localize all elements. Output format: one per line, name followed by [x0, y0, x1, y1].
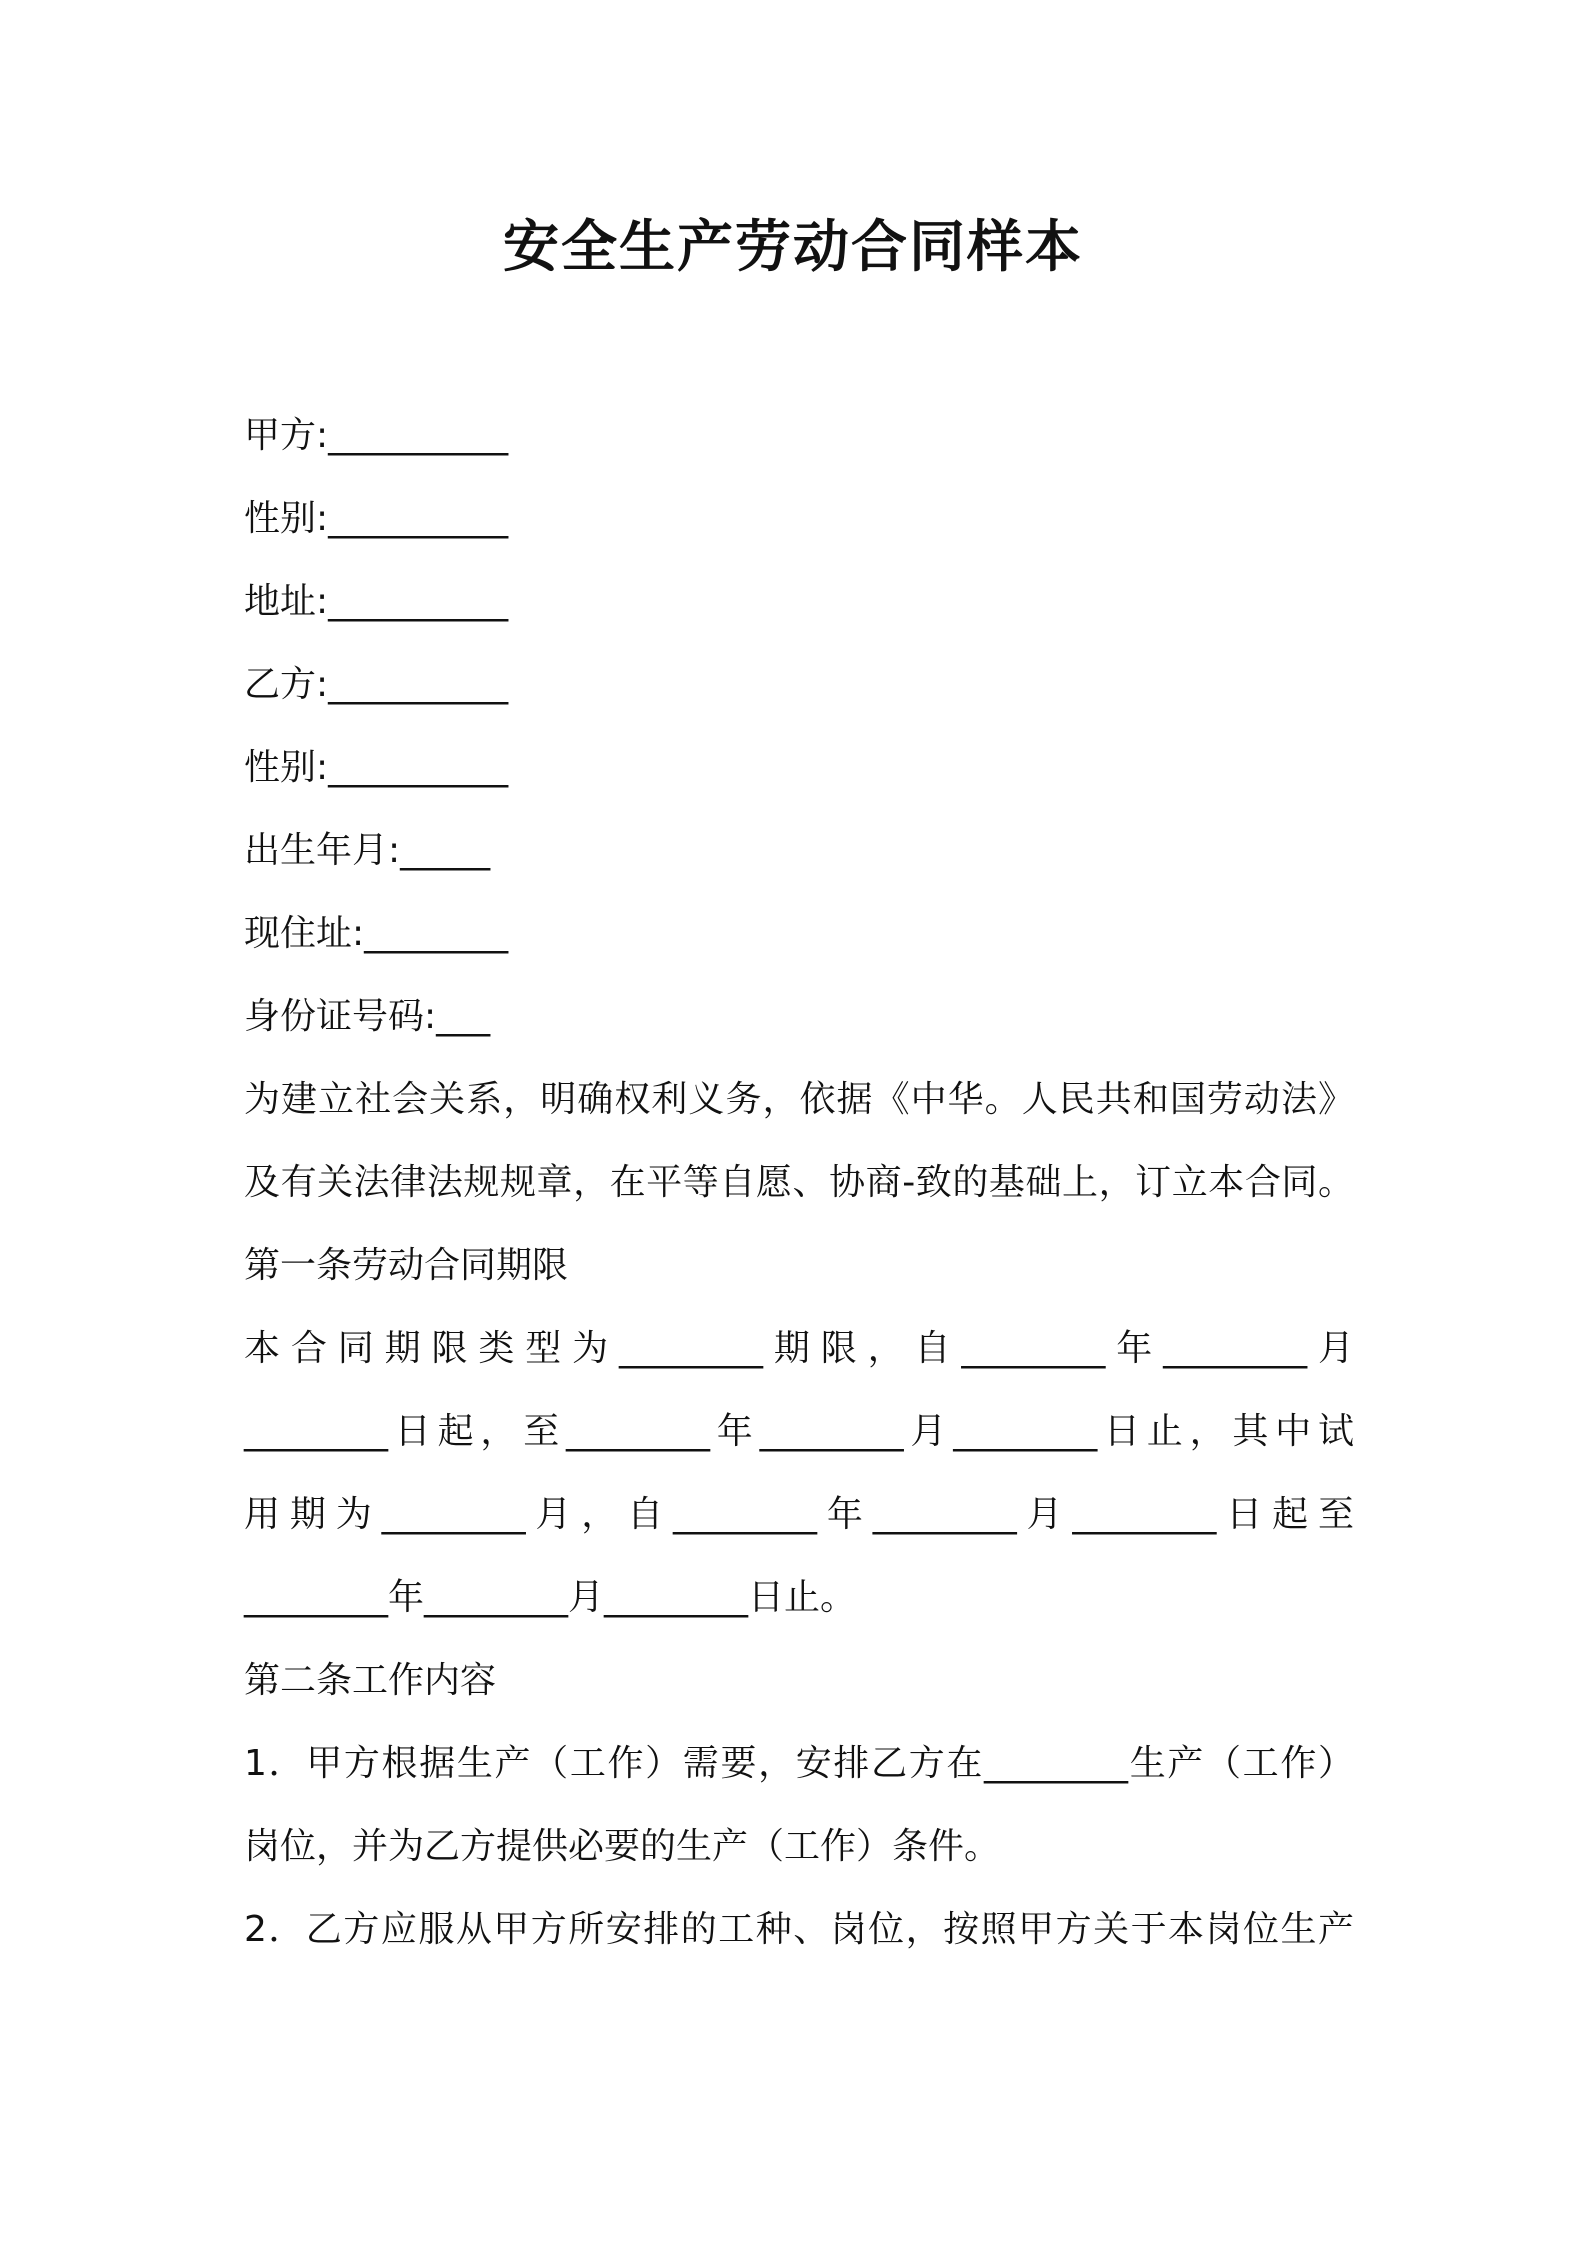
preamble-line-2: 及有关法律法规规章，在平等自愿、协商-致的基础上，订立本合同。	[244, 1162, 1354, 1203]
party-a-field: 甲方:__________	[244, 415, 509, 456]
article-1-line-2: ________日起，至________年________月________日止，其中试	[244, 1411, 1354, 1452]
article-2-line-3: 2．乙方应服从甲方所安排的工种、岗位，按照甲方关于本岗位生产	[244, 1909, 1354, 1950]
party-b-field: 乙方:__________	[244, 664, 509, 705]
current-address-field: 现住址:________	[244, 913, 509, 954]
article-1-line-3: 用期为________月，自________年________月________日起至	[244, 1494, 1354, 1535]
article-2-line-2: 岗位，并为乙方提供必要的生产（工作）条件。	[244, 1826, 1001, 1867]
article-1-line-1: 本合同期限类型为________期限，自________年________月	[244, 1328, 1354, 1369]
id-number-field: 身份证号码:___	[244, 996, 491, 1037]
article-1-line-4: ________年________月________日止。	[244, 1577, 857, 1618]
party-a-gender-field: 性别:__________	[244, 498, 509, 539]
party-b-gender-field: 性别:__________	[244, 747, 509, 788]
birth-date-field: 出生年月:_____	[244, 830, 491, 871]
article-2-heading: 第二条工作内容	[244, 1660, 497, 1701]
preamble-line-1: 为建立社会关系，明确权利义务，依据《中华。人民共和国劳动法》	[244, 1079, 1354, 1120]
article-1-heading: 第一条劳动合同期限	[244, 1245, 569, 1286]
document-title: 安全生产劳动合同样本	[503, 215, 1083, 280]
party-a-address-field: 地址:__________	[244, 581, 509, 622]
article-2-line-1: 1．甲方根据生产（工作）需要，安排乙方在________生产（工作）	[244, 1743, 1354, 1784]
